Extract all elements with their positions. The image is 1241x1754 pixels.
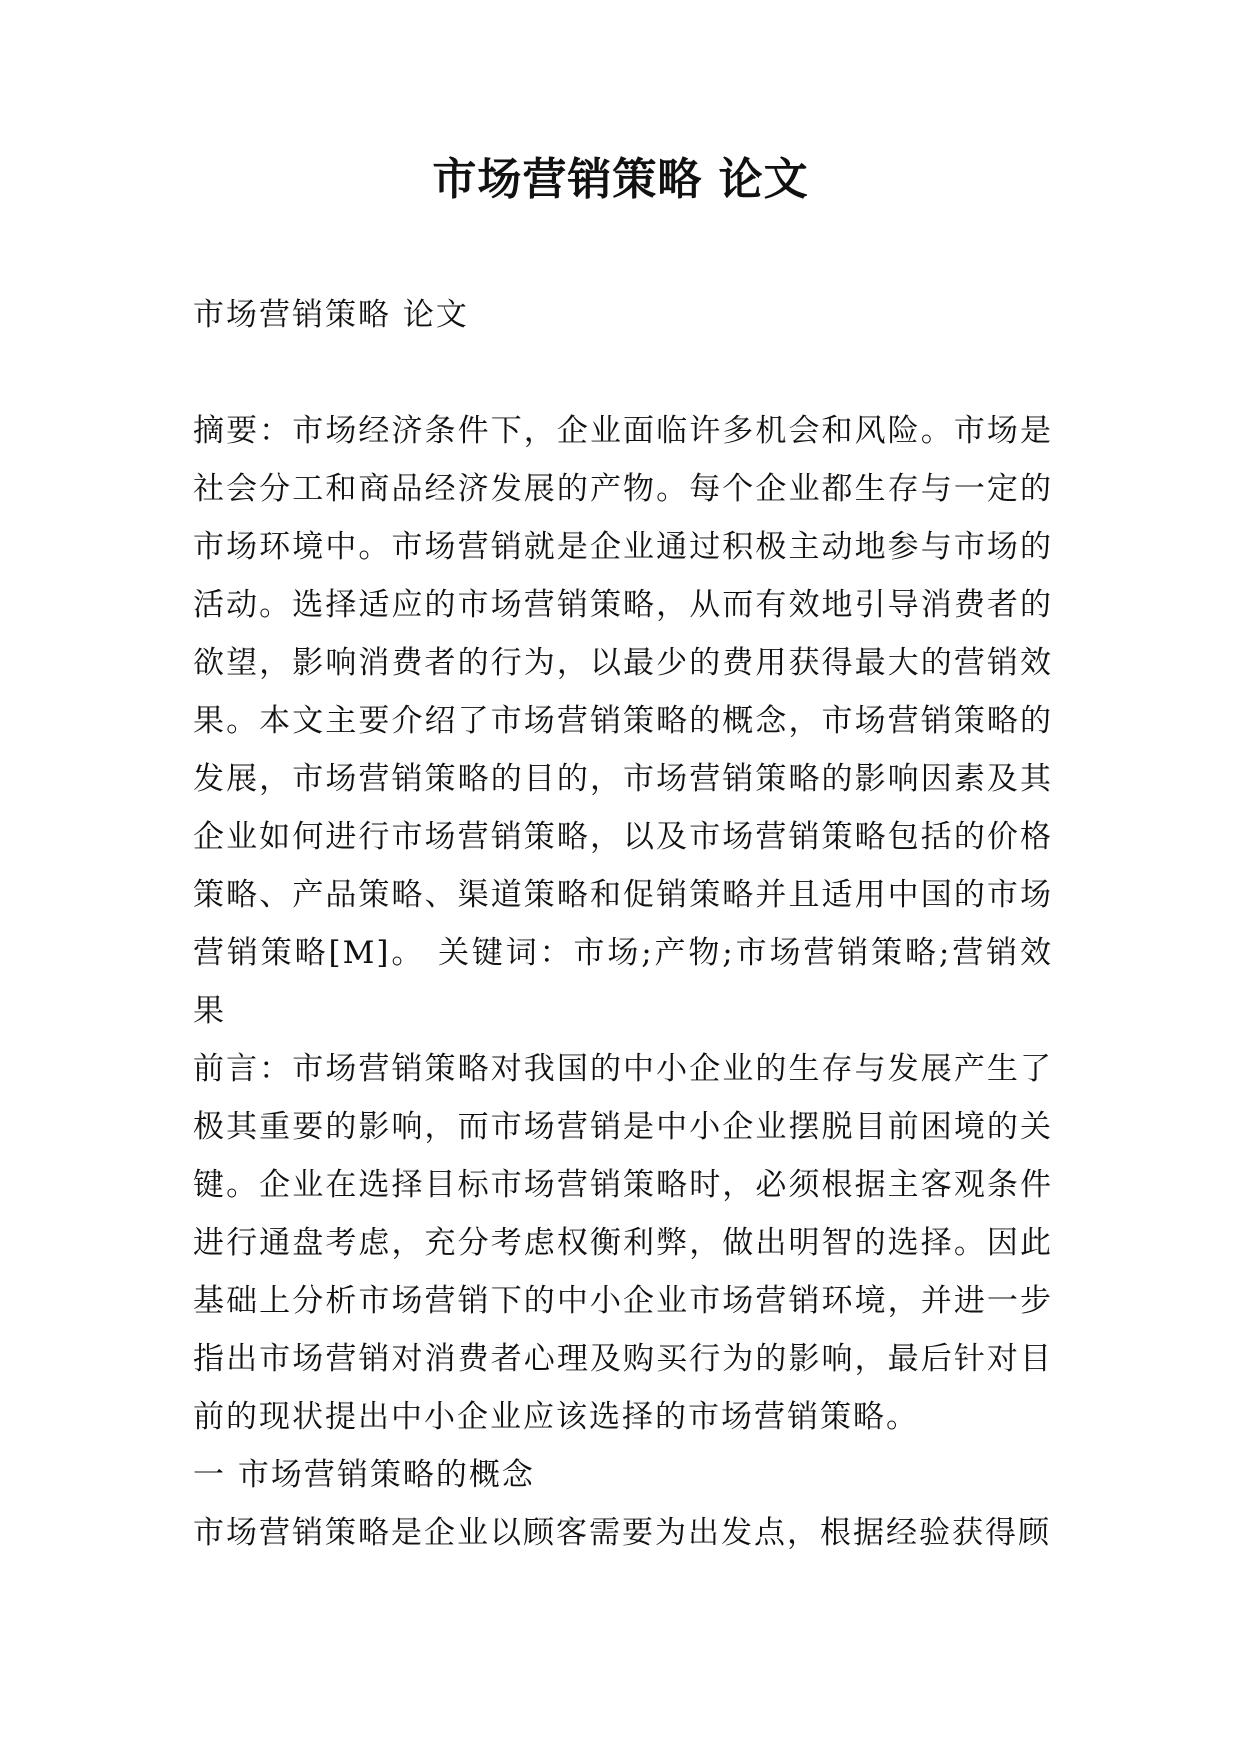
preface-paragraph: 前言：市场营销策略对我国的中小企业的生存与发展产生了极其重要的影响，而市场营销是中小企业摆脱目前困境的关键。企业在选择目标市场营销策略时，必须根据主客观条件进行通盘考虑，充分考虑权衡利弊，做出明智的选择。因此基础上分析市场营销下的中小企业市场营销环境，并进一步指出市场营销对消费者心理及购买行为的影响，最后针对目前的现状提出中小企业应该选择的市场营销策略。 [193, 1051, 1053, 1435]
document-title: 市场营销策略 论文 [432, 154, 809, 205]
abstract-paragraph: 摘要：市场经济条件下，企业面临许多机会和风险。市场是社会分工和商品经济发展的产物。每个企业都生存与一定的市场环境中。市场营销就是企业通过积极主动地参与市场的活动。选择适应的市场营销策略，从而有效地引导消费者的欲望，影响消费者的行为，以最少的费用获得最大的营销效果。本文主要介绍了市场营销策略的概念，市场营销策略的发展，市场营销策略的目的，市场营销策略的影响因素及其企业如何进行市场营销策略，以及市场营销策略包括的价格策略、产品策略、渠道策略和促销策略并且适用中国的市场营销策略[M]。 关键词：市场;产物;市场营销策略;营销效果 [193, 413, 1053, 1029]
document-subtitle: 市场营销策略 论文 [193, 297, 469, 333]
section-heading: 一 市场营销策略的概念 [193, 1457, 535, 1493]
section-paragraph: 市场营销策略是企业以顾客需要为出发点，根据经验获得顾 [193, 1515, 1051, 1551]
document-body [193, 286, 1053, 1562]
